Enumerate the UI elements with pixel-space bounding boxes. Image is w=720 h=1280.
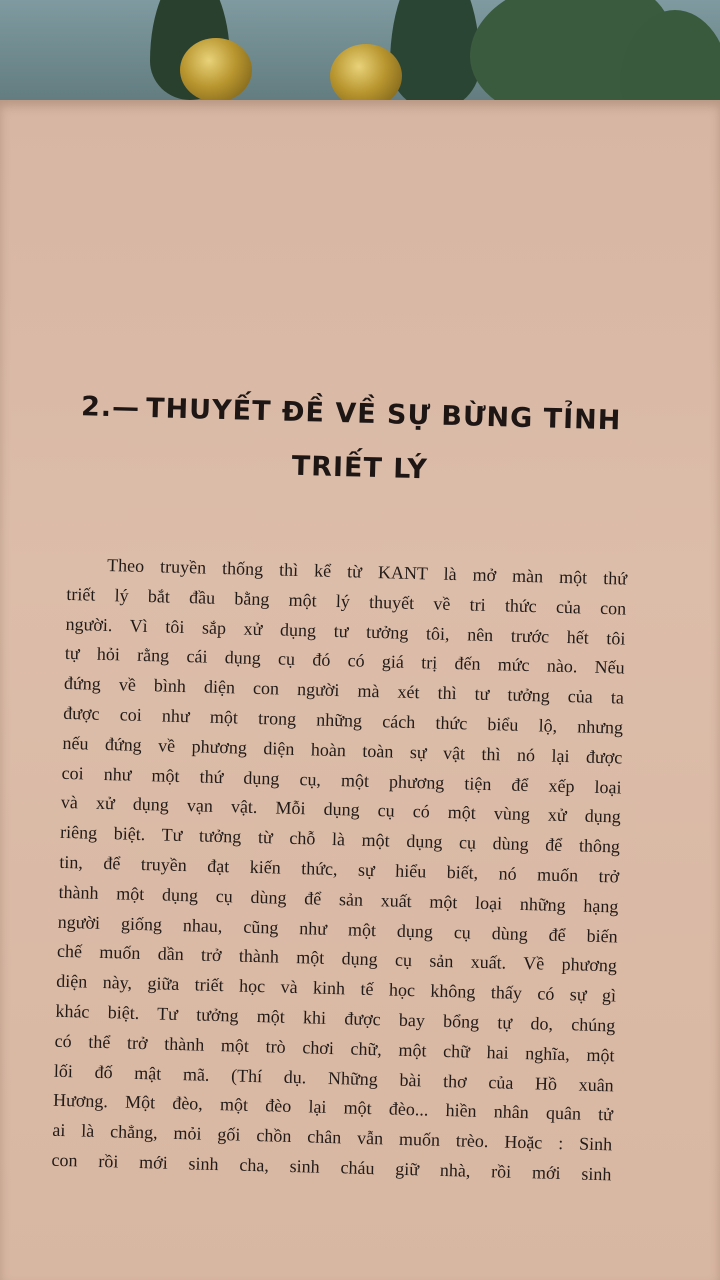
section-title-line1: THUYẾT ĐỀ VỀ SỰ BỪNG TỈNH — [145, 392, 622, 437]
text-line: Theo truyền thống thì kể từ KANT là mở màn một thứ — [106, 554, 628, 589]
body-paragraph — [51, 550, 627, 1190]
text-line: Hương. Một đèo, một đèo lại một đèo... hiền nhân quân tử — [52, 1090, 614, 1125]
text-line: ai là chẳng, mỏi gối chồn chân vẫn muốn trèo. Hoặc : Sinh — [52, 1119, 613, 1155]
text-line: nếu đứng về phương diện hoàn toàn sự vật thì nó lại được — [62, 732, 623, 768]
text-line: khác biệt. Tư tưởng một khi được bay bổng tự do, chúng — [55, 1000, 616, 1036]
text-line: tự hỏi rằng cái dụng cụ đó có giá trị đến mức nào. Nếu — [64, 643, 625, 678]
text-line: thành một dụng cụ dùng để sản xuất một loại những hạng — [58, 881, 619, 917]
text-line: được coi như một trong những cách thức biểu lộ, nhưng — [63, 702, 624, 738]
text-line: con rồi mới sinh cha, sinh cháu giữ nhà, rồi mới sinh — [51, 1149, 612, 1185]
text-line: người giống nhau, cũng như một dụng cụ dùng để biến — [57, 911, 618, 947]
text-line: người. Vì tôi sắp xử dụng tư tưởng tôi, nên trước hết tôi — [65, 613, 626, 649]
text-line: có thể trở thành một trò chơi chữ, một chữ hai nghĩa, một — [54, 1030, 615, 1066]
section-heading — [69, 380, 632, 503]
text-line: coi như một thứ dụng cụ, một phương tiện để xếp loại — [61, 762, 622, 798]
text-line: diện này, giữa triết học và kinh tế học không thấy có sự gì — [56, 970, 617, 1006]
text-line: chế muốn dần trở thành một dụng cụ sản xuất. Về phương — [56, 941, 618, 976]
gold-ornament — [330, 44, 402, 108]
text-line: triết lý bắt đầu bằng một lý thuyết về tri thức của con — [66, 583, 627, 619]
text-line: riêng biệt. Tư tưởng từ chỗ là một dụng cụ dùng để thông — [59, 822, 621, 857]
gold-ornament — [180, 38, 252, 102]
text-line: tin, để truyền đạt kiến thức, sự hiểu biết, nó muốn trở — [59, 851, 620, 887]
text-line: đứng về bình diện con người mà xét thì tư tưởng của ta — [63, 673, 625, 708]
section-number: 2.— — [80, 391, 141, 424]
text-line: lối đố mật mã. (Thí dụ. Những bài thơ của Hồ xuân — [53, 1060, 614, 1095]
text-line: và xử dụng vạn vật. Mỗi dụng cụ có một vùng xử dụng — [60, 792, 622, 827]
section-title-line2: TRIẾT LÝ — [291, 450, 429, 486]
page-content — [51, 380, 632, 1190]
plant-leaf — [390, 0, 480, 110]
book-page — [0, 100, 720, 1280]
